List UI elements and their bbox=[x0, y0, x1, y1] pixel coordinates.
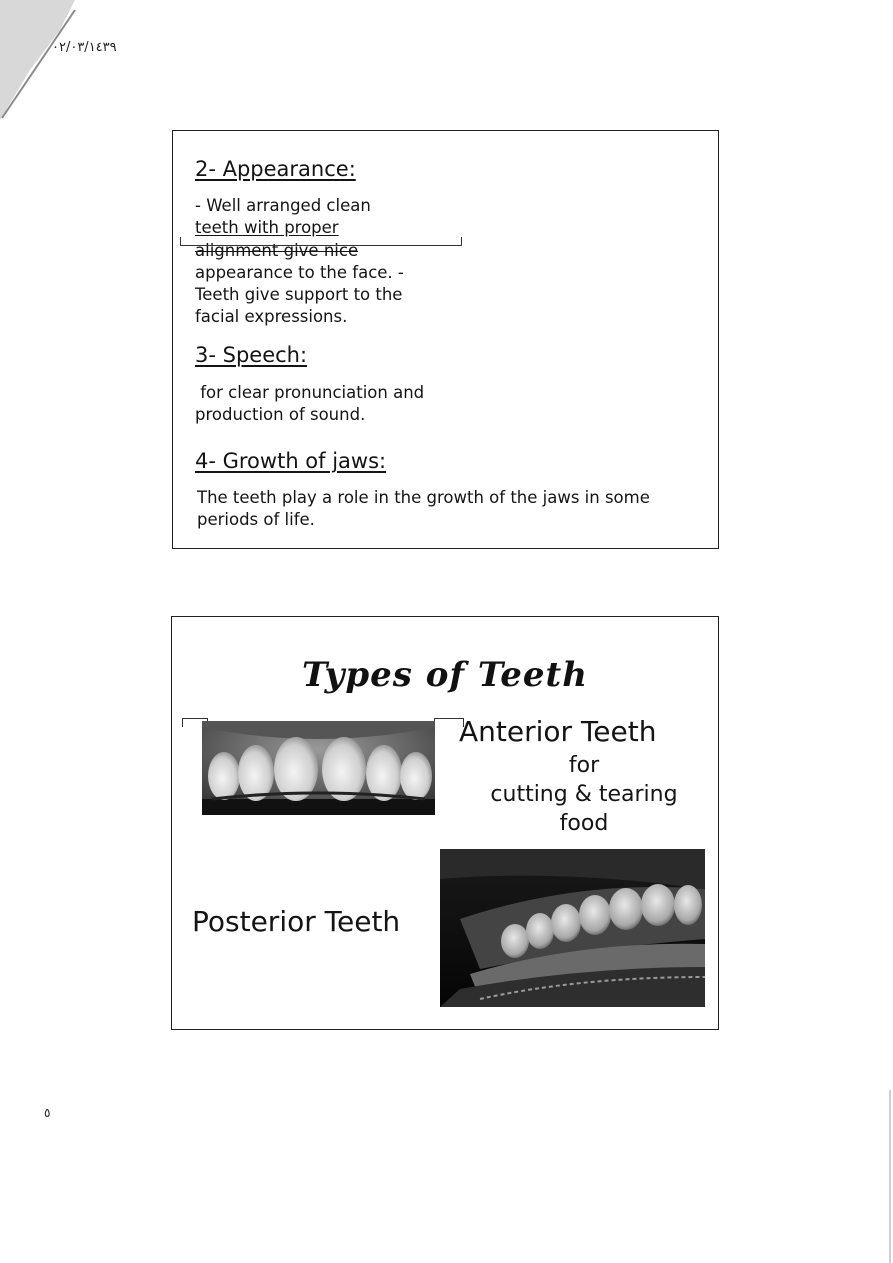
appearance-heading: 2- Appearance: bbox=[195, 157, 356, 181]
page-number: ٥ bbox=[44, 1106, 51, 1120]
appearance-line: - Well arranged clean bbox=[195, 196, 371, 215]
speech-line: for clear pronunciation and bbox=[195, 383, 425, 402]
speech-text bbox=[195, 382, 424, 427]
anterior-teeth-label: Anterior Teeth bbox=[459, 715, 657, 748]
slide-types-of-teeth bbox=[171, 616, 719, 1030]
appearance-line: facial expressions. bbox=[195, 307, 348, 327]
appearance-line: Teeth give support to the bbox=[195, 285, 403, 305]
selection-bracket-mark bbox=[180, 237, 462, 246]
appearance-line: appearance to the face. - bbox=[195, 262, 404, 282]
posterior-teeth-label: Posterior Teeth bbox=[192, 905, 401, 938]
slide-appearance-speech-growth bbox=[172, 130, 719, 549]
appearance-line: teeth with proper bbox=[195, 218, 339, 238]
growth-line: periods of life. bbox=[197, 510, 315, 530]
anterior-teeth-description bbox=[474, 751, 694, 838]
speech-heading: 3- Speech: bbox=[195, 343, 308, 367]
growth-line: The teeth play a role in the growth of the jaws in some bbox=[197, 488, 650, 507]
anterior-teeth-icon bbox=[202, 721, 435, 815]
anterior-desc-line: food bbox=[559, 811, 609, 836]
types-of-teeth-title: Types of Teeth bbox=[302, 655, 588, 695]
speech-line: production of sound. bbox=[195, 405, 366, 425]
anterior-desc-line: cutting & tearing bbox=[490, 782, 678, 807]
document-date-code: ٠٢/٠٣/١٤٣٩ bbox=[52, 40, 117, 55]
growth-text bbox=[197, 487, 650, 532]
growth-heading: 4- Growth of jaws: bbox=[195, 449, 387, 473]
anterior-desc-line: for bbox=[568, 753, 600, 778]
appearance-line-struck: alignment give nice bbox=[195, 240, 359, 260]
posterior-teeth-photo bbox=[440, 849, 705, 1007]
appearance-text bbox=[195, 195, 404, 329]
posterior-teeth-icon bbox=[440, 849, 705, 1007]
anterior-teeth-photo bbox=[202, 721, 435, 815]
